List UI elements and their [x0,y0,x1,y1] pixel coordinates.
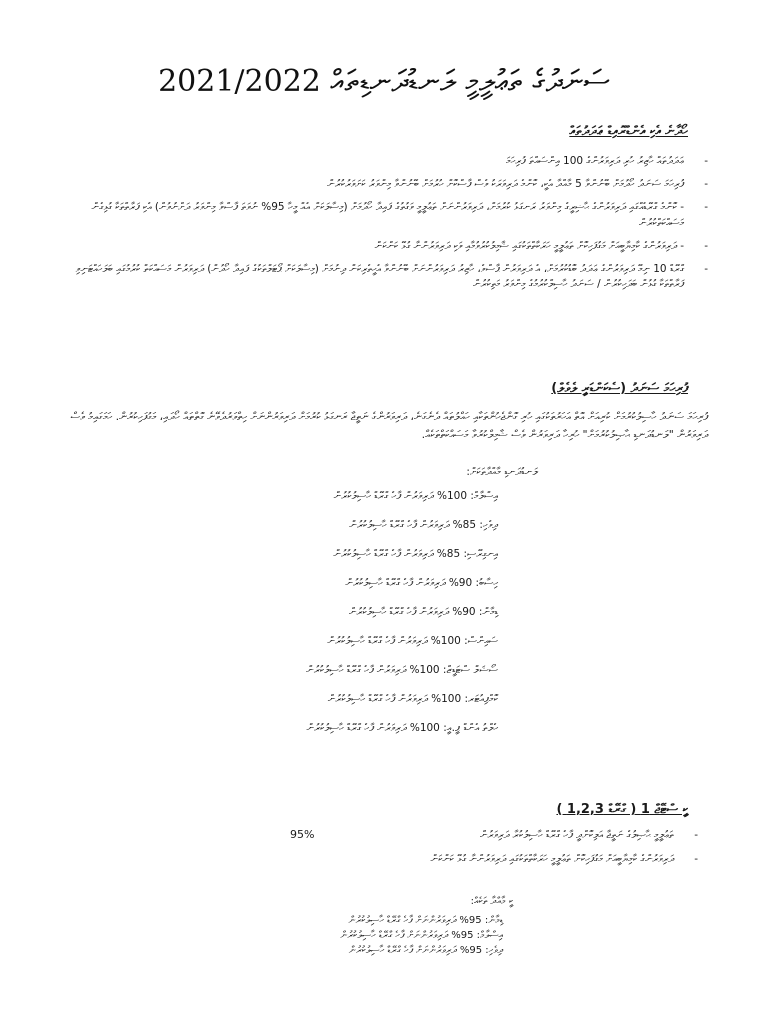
key-stage-targets-label: ކީ މާއްދާ ތަކެއް: [470,896,513,907]
list-item: - - ކޮންމެ ގްރޭޑެއްގައި ދަރިވަރުންގެ ޙާޟިރީގެ މިންވަރު ރަނގަޅު ކުރުމަށް، ދަރިވަރުންނަށް ތަޢުލީމީ ވަގުތުގެ ފައިދާ ހޯދުމަށް (މިސާލަކަށް އެއް މީހާ 95% ނުވަތަ ފާސްވާ މިންވަރު ދަށްނުވުން) އެކި ފަރާތްތަކާ ގުޅިގެން މަސައްކަތްކުރުން [70,200,708,230]
key-stage-target-list [340,913,503,958]
list-item: - ދަރިވަރުންގެ ކާމިޔާބީއަށް މަގުފަހިކޮށް ތަޢުލީމީ ހަރަކާތްތަކުގައި ދަރިވަރުންނާ ގުޅޭ ކަންކަން [150,852,698,867]
list-item: - ޢަދަދުތައް ހާޒިރު ހުރި ދަރިވަރުންގެ 100 އިންސައްތަ ފުރިހަމަ [70,154,708,169]
subject-target-list [306,490,498,751]
list-item: ހިސާބު: 90% ދަރިވަރުން ފާހެ ގްރޭޑް ހާސިލުކުރުން [345,577,498,589]
section-heading-key-stage-1: ކީ ސްޓޭޖް 1 ( ގްރޭޑް 1,2,3 ) [556,802,688,817]
list-item: - - ދަރިވަރުންގެ ކާމިޔާބީއަށް މަގުފަހިކޮށް ތަޢުލީމީ ހަރަކާތްތަކުގައި ޝާމިލުކުރުވުމާއި ވަކި ދަރިވަރުންނާ ގުޅޭ ކަންކަން [70,239,708,254]
list-item: - ގްރޭޑް 10 ނިމޭ ދަރިވަރުންގެ ޢަދަދު ބޮޑުކުރުމަށް، އެ ދަރިވަރުން ޕާސްވެ، ހާޒިރު ދަރިވަރުންނަށް ބޭނުންވާ އެހީތެރިކަން ދިނުމަށް (މިސާލަކަށް ޕޯޓަލްތަކުގެ ފައިދާ ހޯދުން) ދަރިވަރުން މަސައްކަތް ކުރުމުގައި ބަލަހައްޓަނިވި ފަރާތްތަކާ ގުޅުން ބަދަހިކުރުން / ސަނަދު ހާސިލްކުރުމުގެ މިންވަރު މަތިކުރުން [70,262,708,292]
section-heading-secondary: ފުރިހަމަ ސަނަދު (ސެކަންޑަރީ ލެވެލް) [551,381,688,396]
list-item: - ތަޢުލީމީ ޙާޞިލުގެ ނަތީޖާ އަލިކޮށްދީ ފާހެ ގްރޭޑް ހާސިލުކުރާ ދަރިވަރުން [330,828,698,843]
list-item: ހެލްތު އެންޑް ޕީ.އީ: 100% ދަރިވަރުން ފާހެ ގްރޭޑް ހާސިލުކުރުން [306,722,498,734]
secondary-paragraph: ފުރިހަމަ ސަނަދު ހާސިލުކުރުމަށް ކުރިއަށް އޮތް އަހަރުތަކުގައި ހުރި ގޮންޖެހުންތަކާއި ހައްލުތައް ދެނެގަނެ، ދަރިވަރުންގެ ނަތީޖާ ރަނގަޅު ކުރުމަށް ދަރިވަރުންނަށް ހިތްވަރުދެވޭނެ ގޮތްތައް ހޯދައި، މަގުފަހިކުރުން. ހަމަގައިމު ވެސް ދަރިވަރުން "ލަނޑުދަނޑި ޙާޞިލުކުރުމަށް" ހުރިހާ ދަރިވަރުން ވެސް ޝާމިލްކުރުވާ މަސައްކަތްތަކެއް. [70,410,708,441]
section-heading-indicators: ހޯދާނެ އެކި އެންޑްރޮއިޑް ޢަދަދުތައް [569,124,688,139]
key-stage-bullet-list [330,828,698,851]
list-item: ޑިމާން: 95% ދަރިވަރުންނަށް ފާހެ ގްރޭޑް ހާސިލުކުރުން [348,915,503,926]
list-item: ކޮމްޕިއުޓަރ: 100% ދަރިވަރުން ފާހެ ގްރޭޑް ހާސިލުކުރުން [327,693,498,705]
key-stage-percentage: 95% [290,828,315,841]
list-item: އިސްލާމް: 95% ދަރިވަރުންނަށް ފާހެ ގްރޭޑް ހާސިލުކުރުން [340,930,503,941]
list-item: ސޯޝަލް ސްޓަޑީޒް: 100% ދަރިވަރުން ފާހެ ގްރޭޑް ހާސިލުކުރުން [306,664,498,676]
subject-targets-label: ލަނޑުދަނޑި މާއްދާތަކަށް: [466,466,538,478]
list-item: ޑިމާން: 90% ދަރިވަރުން ފާހެ ގްރޭޑް ހާސިލުކުރުން [348,606,498,618]
list-item: ދިވެހި: 95% ދަރިވަރުންނަށް ފާހެ ގްރޭޑް ހާސިލުކުރުން [348,945,503,956]
key-stage-bullet-list-2 [150,852,698,875]
list-item: އިނގިރޭސި: 85% ދަރިވަރުން ފާހެ ގްރޭޑް ހާސިލުކުރުން [333,548,498,560]
indicator-bullet-list [70,154,708,301]
list-item: ދިވެހި: 85% ދަރިވަރުން ފާހެ ގްރޭޑް ހާސިލުކުރުން [349,519,498,531]
list-item: ސައިންސް: 100% ދަރިވަރުން ފާހެ ގްރޭޑް ހާސިލުކުރުން [327,635,498,647]
list-item: - ފުރިހަމަ ސަނަދު ހޯދުމަށް ބޭނުންވާ 5 މާއްދާ އެކީ، ކޮންމެ ދަރިވަރަކު ވެސް ފާސްކޮށް ހުރުމަށް ބޭނުންވާ މިންވަރު ކަށަވަރުކުރުން [70,177,708,192]
list-item: އިސްލާމް: 100% ދަރިވަރުން ފާހެ ގްރޭޑް ހާސިލުކުރުން [333,490,498,502]
document-title: ސަނަދުގެ ތަޢުލީމީ ލަނޑުދަނޑިތައް 2021/2022 [158,64,610,99]
